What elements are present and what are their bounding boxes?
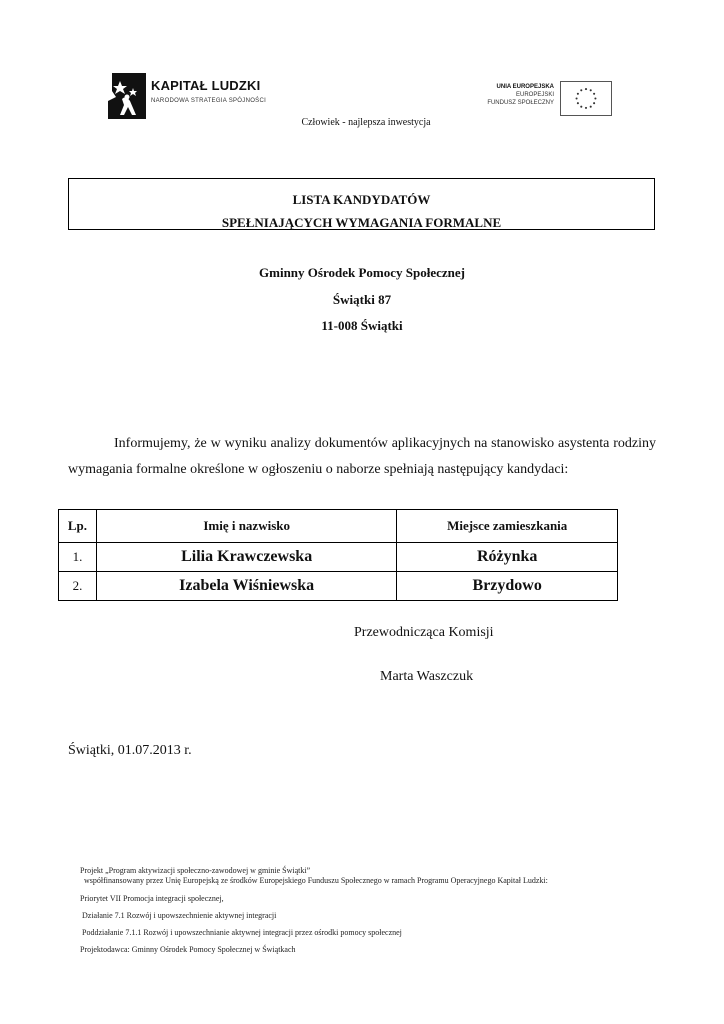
eu-logo-line: FUNDUSZ SPOŁECZNY — [487, 100, 554, 106]
cell-place: Różynka — [397, 543, 618, 572]
header-name: Imię i nazwisko — [96, 510, 396, 543]
cell-name: Lilia Krawczewska — [96, 543, 396, 572]
announcement-paragraph — [68, 431, 656, 483]
table-row — [59, 543, 618, 572]
eu-logo-text — [470, 83, 554, 107]
cell-lp: 1. — [59, 543, 97, 572]
cell-lp: 2. — [59, 572, 97, 601]
office-city: 11-008 Świątki — [321, 318, 403, 333]
committee-chair-name: Marta Waszczuk — [380, 669, 474, 684]
place-date: Świątki, 01.07.2013 r. — [68, 743, 192, 758]
kapital-ludzki-logo-icon — [106, 71, 148, 121]
document-title-box — [68, 178, 655, 230]
document-title-line1: LISTA KANDYDATÓW — [292, 192, 431, 207]
cell-name: Izabela Wiśniewska — [96, 572, 396, 601]
eu-logo-line: UNIA EUROPEJSKA — [496, 84, 554, 90]
header-place: Miejsce zamieszkania — [397, 510, 618, 543]
header-lp: Lp. — [59, 510, 97, 543]
announcement-text: Informujemy, że w wyniku analizy dokumentów aplikacyjnych na stanowisko asystenta rodziny wymagania formalne określone w ogłoszeniu o naborze spełniają następujący kandydaci: — [68, 436, 656, 477]
kapital-ludzki-title: KAPITAŁ LUDZKI — [151, 78, 261, 93]
eu-logo-line: EUROPEJSKI — [515, 92, 554, 98]
committee-chair-role: Przewodnicząca Komisji — [354, 625, 494, 640]
footer-line: Działanie 7.1 Rozwój i upowszechnienie aktywnej integracji — [80, 911, 277, 920]
kapital-ludzki-subtitle: NARODOWA STRATEGIA SPÓJNOŚCI — [151, 98, 267, 104]
motto: Człowiek - najlepsza inwestycja — [301, 117, 431, 128]
footer-line: Priorytet VII Promocja integracji społecznej, — [80, 894, 224, 903]
cell-place: Brzydowo — [397, 572, 618, 601]
table-row — [59, 572, 618, 601]
document-title-line2: SPEŁNIAJĄCYCH WYMAGANIA FORMALNE — [221, 215, 502, 230]
footer-line: współfinansowany przez Unię Europejską ze środków Europejskiego Funduszu Społecznego w ramach Programu Operacyjnego Kapitał Ludzki: — [80, 876, 548, 885]
footer-line: Projekt „Program aktywizacji społeczno-zawodowej w gminie Świątki” — [80, 866, 311, 875]
office-street: Świątki 87 — [332, 292, 392, 307]
candidates-table — [58, 509, 618, 601]
footer-line: Projektodawca: Gminny Ośrodek Pomocy Społecznej w Świątkach — [80, 945, 296, 954]
table-header-row — [59, 510, 618, 543]
office-name: Gminny Ośrodek Pomocy Społecznej — [259, 265, 465, 280]
eu-flag-icon — [560, 81, 612, 116]
footer-line: Poddziałanie 7.1.1 Rozwój i upowszechnianie aktywnej integracji przez ośrodki pomocy społecznej — [80, 928, 402, 937]
